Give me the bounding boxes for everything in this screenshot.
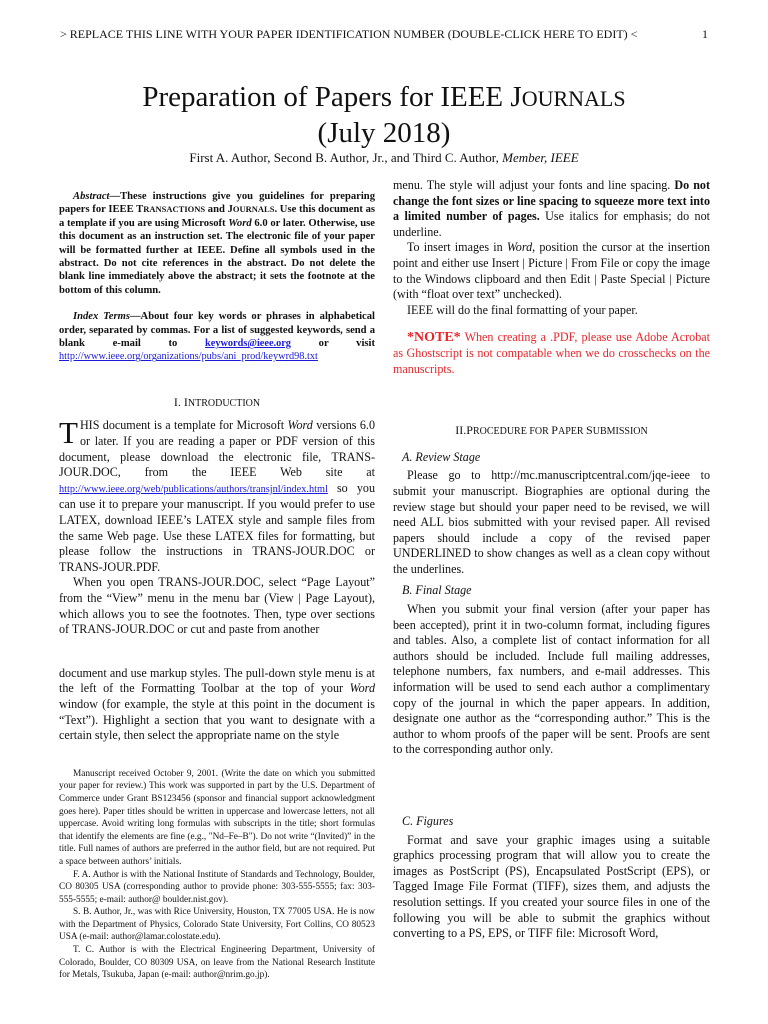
subheading-final-stage: B. Final Stage xyxy=(402,583,472,598)
subheading-figures: C. Figures xyxy=(402,814,454,828)
drop-cap: T xyxy=(59,415,78,451)
right-column xyxy=(393,178,710,942)
intro-paragraph-3: document and use markup styles. The pull-down style menu is at the left of the Formatting Toolbar at the top of your Word window (for example, the style at this point in the document is “Text”). Highlight a section that you want to designate with a certain style, then select the appropriate name on the style xyxy=(59,665,375,743)
title-line-1: Preparation of Papers for IEEE JOURNALS xyxy=(142,81,626,113)
footnote-author-1: F. A. Author is with the National Institute of Standards and Technology, Boulder, CO 80305 USA (corresponding author to provide phone: 303-555-5555; fax: 303-555-5555; e-mail: author@ boulder.nist.gov). xyxy=(59,869,375,905)
keywords-url-link[interactable]: http://www.ieee.org/organizations/pubs/ani_prod/keywrd98.txt xyxy=(59,351,318,363)
final-formatting-paragraph: IEEE will do the final formatting of your paper. xyxy=(407,302,638,317)
page-number: 1 xyxy=(702,27,708,41)
author-line: First A. Author, Second B. Author, Jr., and Third C. Author, Member, IEEE xyxy=(189,150,579,165)
abstract: Abstract—These instructions give you guidelines for preparing papers for IEEE TRANSACTIONS and JOURNALS. Use this document as a template if you are using Microsoft Word 6.0 or later. Otherwise, use this document as an instruction set. The electronic file of your paper will be formatted further at IEEE. Define all symbols used in the abstract. Do not cite references in the abstract. Do not delete the blank line immediately above the abstract; it sets the footnote at the bottom of this column. xyxy=(59,191,375,296)
style-paragraph: menu. The style will adjust your fonts and line spacing. Do not change the font sizes or line spacing to squeeze more text into a limited number of pages. Use italics for emphasis; do not underline. xyxy=(393,178,710,239)
paper-title xyxy=(0,80,768,150)
intro-paragraph-1: THIS document is a template for Microsoft Word versions 6.0 or later. If you are reading a paper or PDF version of this document, please download the electronic file, TRANS-JOUR.DOC, from the IEEE Web site at http://www.ieee.org/web/publications/authors/transjnl/index.html so you can use it to prepare your manuscript. If you would prefer to use LATEX, download IEEE’s LATEX style and sample files from the same Web page. Use these LATEX files for formatting, but please follow the instructions in TRANS-JOUR.DOC or TRANS-JOUR.PDF. xyxy=(59,415,375,574)
footnote-author-3: T. C. Author is with the Electrical Engineering Department, University of Colorado, Boulder, CO 80309 USA, on leave from the National Research Institute for Metals, Tsukuba, Japan (e-mail: author@nrim.go.jp). xyxy=(59,945,375,981)
left-column xyxy=(59,190,375,982)
review-stage-paragraph: Please go to http://mc.manuscriptcentral.com/jqe-ieee to submit your manuscript. Biographies are optional during the review stage but should your paper need to be revised, we will need ALL bios submitted with your revised paper. All revised papers should include a copy of the revised paper UNDERLINED to show changes as well as a clean copy without the underlines. xyxy=(393,468,710,576)
pdf-note: *NOTE* When creating a .PDF, please use Adobe Acrobat as Ghostscript is not compatable when we do crosschecks on the manuscripts. xyxy=(393,330,710,376)
intro-paragraph-2: When you open TRANS-JOUR.DOC, select “Page Layout” from the “View” menu in the menu bar (View | Page Layout), which allows you to see the footnotes. Then, type over sections of TRANS-JOUR.DOC or cut and paste from another xyxy=(59,575,375,637)
index-terms: Index Terms—About four key words or phrases in alphabetical order, separated by commas. For a list of suggested keywords, send a blank e-mail to keywords@ieee.org or visit http://www.ieee.org/organizations/pubs/ani_prod/keywrd98.txt xyxy=(59,311,375,363)
footnotes xyxy=(59,768,375,982)
running-header: > REPLACE THIS LINE WITH YOUR PAPER IDENTIFICATION NUMBER (DOUBLE-CLICK HERE TO EDIT) < xyxy=(60,27,638,41)
final-stage-paragraph: When you submit your final version (after your paper has been accepted), print it in two-column format, including figures and tables. Also, a complete list of contact information for all authors should be included. Include full mailing addresses, telephone numbers, fax numbers, and e-mail addresses. This information will be used to send each author a complimentary copy of the journal in which the paper appears. In addition, designate one author as the “corresponding author.” This is the author to whom proofs of the paper will be sent. Proofs are sent to the corresponding author only. xyxy=(393,602,710,757)
title-line-2: (July 2018) xyxy=(317,117,451,149)
subheading-review-stage: A. Review Stage xyxy=(402,449,481,464)
section-heading-procedure: II.PROCEDURE FOR PAPER SUBMISSION xyxy=(455,423,648,438)
keywords-email-link[interactable]: keywords@ieee.org xyxy=(205,338,291,350)
section-heading-introduction: I. INTRODUCTION xyxy=(173,394,261,409)
figures-paragraph: Format and save your graphic images using a suitable graphics processing program that will allow you to create the images as PostScript (PS), Encapsulated PostScript (EPS), or Tagged Image File Format (TIFF), sizes them, and adjusts the resolution settings. If you created your source files in one of the following you will be able to submit the graphics without converting to a PS, EPS, or TIFF file: Microsoft Word, xyxy=(393,832,710,941)
template-url-link[interactable]: http://www.ieee.org/web/publications/authors/transjnl/index.html xyxy=(59,483,328,495)
images-paragraph: To insert images in Word, position the cursor at the insertion point and either use Insert | Picture | From File or copy the image to the Windows clipboard and then Edit | Paste Special | Picture (with “float over text” unchecked). xyxy=(393,240,711,302)
footnote-manuscript: Manuscript received October 9, 2001. (Write the date on which you submitted your paper for review.) This work was supported in part by the U.S. Department of Commerce under Grant BS123456 (sponsor and financial support acknowledgment goes here). Paper titles should be written in uppercase and lowercase letters, not all uppercase. Avoid writing long formulas with subscripts in the title; short formulas that identify the elements are fine (e.g., "Nd–Fe–B"). Do not write “(Invited)” in the title. Full names of authors are preferred in the author field, but are not required. Put a space between authors’ initials. xyxy=(59,768,375,867)
footnote-author-2: S. B. Author, Jr., was with Rice University, Houston, TX 77005 USA. He is now with the Department of Physics, Colorado State University, Fort Collins, CO 80523 USA (e-mail: author@lamar.colostate.edu). xyxy=(59,907,375,943)
note-label: *NOTE* xyxy=(407,330,461,346)
